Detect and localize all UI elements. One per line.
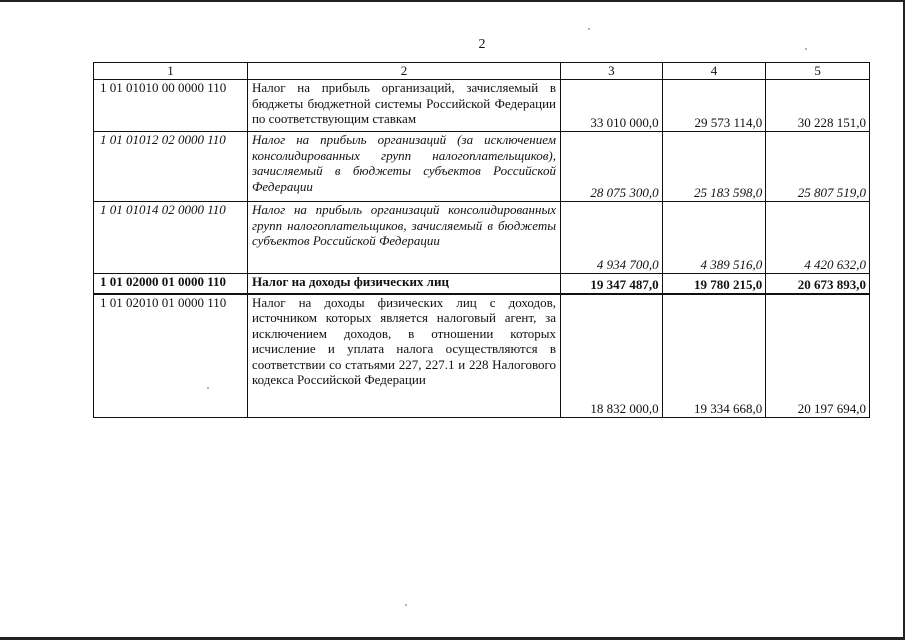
row-value-col5: 25 807 519,0 <box>766 132 870 202</box>
row-value-col5: 30 228 151,0 <box>766 80 870 132</box>
header-col-4: 4 <box>662 63 766 80</box>
page-number: 2 <box>478 37 486 52</box>
table-header-row <box>94 63 870 80</box>
header-col-1: 1 <box>94 63 248 80</box>
row-value-col4: 25 183 598,0 <box>662 132 766 202</box>
scan-speck <box>588 28 590 30</box>
revenue-table <box>93 62 870 418</box>
row-value-col3: 19 347 487,0 <box>561 274 663 294</box>
row-value-col4: 19 334 668,0 <box>662 294 766 418</box>
scan-speck <box>805 48 807 50</box>
table-row <box>94 80 870 132</box>
header-col-3: 3 <box>561 63 663 80</box>
table-row <box>94 294 870 418</box>
row-value-col5: 20 197 694,0 <box>766 294 870 418</box>
row-name: Налог на прибыль организаций, зачисляемый в бюджеты бюджетной системы Российской Федерации по соответствующим ставкам <box>247 80 560 132</box>
table-row <box>94 132 870 202</box>
row-code: 1 01 01010 00 0000 110 <box>94 80 248 132</box>
table-row <box>94 202 870 274</box>
header-col-5: 5 <box>766 63 870 80</box>
row-value-col3: 4 934 700,0 <box>561 202 663 274</box>
row-value-col4: 4 389 516,0 <box>662 202 766 274</box>
scan-frame-top <box>0 0 905 2</box>
row-value-col5: 20 673 893,0 <box>766 274 870 294</box>
row-value-col3: 18 832 000,0 <box>561 294 663 418</box>
row-name: Налог на прибыль организаций консолидированных групп налогоплательщиков, зачисляемый в бюджеты субъектов Российской Федерации <box>247 202 560 274</box>
scan-speck <box>405 604 407 606</box>
row-name: Налог на прибыль организаций (за исключением консолидированных групп налогоплательщиков), зачисляемый в бюджеты субъектов Российской Федерации <box>247 132 560 202</box>
row-code: 1 01 02010 01 0000 110 <box>94 294 248 418</box>
row-code: 1 01 01012 02 0000 110 <box>94 132 248 202</box>
header-col-2: 2 <box>247 63 560 80</box>
row-value-col3: 28 075 300,0 <box>561 132 663 202</box>
row-value-col4: 19 780 215,0 <box>662 274 766 294</box>
row-value-col4: 29 573 114,0 <box>662 80 766 132</box>
table-row-subtotal <box>94 274 870 294</box>
row-code: 1 01 01014 02 0000 110 <box>94 202 248 274</box>
scan-speck <box>207 387 209 389</box>
row-code: 1 01 02000 01 0000 110 <box>94 274 248 294</box>
row-name: Налог на доходы физических лиц с доходов, источником которых является налоговый агент, за исключением доходов, в отношении которых исчисление и уплата налога осуществляются в соответствии со статьями 227, 227.1 и 228 Налогового кодекса Российской Федерации <box>247 294 560 418</box>
row-name: Налог на доходы физических лиц <box>247 274 560 294</box>
row-value-col5: 4 420 632,0 <box>766 202 870 274</box>
row-value-col3: 33 010 000,0 <box>561 80 663 132</box>
